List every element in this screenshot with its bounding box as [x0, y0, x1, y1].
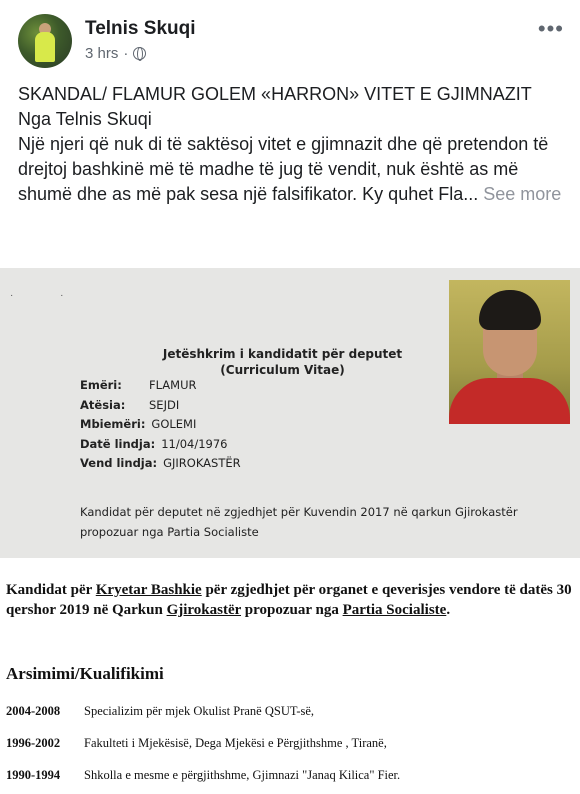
candidacy-intro — [6, 580, 576, 620]
cv-field-row — [80, 454, 241, 474]
education-text: Shkolla e mesme e përgjithshme, Gjimnazi "Janaq Kilica" Fier. — [84, 768, 401, 782]
intro-text: për zgjedhjet për organet e qeverisjes vendore të datës 30 qershor 2019 në Qarkun — [6, 582, 572, 618]
intro-text: . — [446, 602, 451, 618]
globe-icon — [133, 47, 146, 60]
cv-field-value: GJIROKASTËR — [163, 456, 241, 470]
cv-field-label: Vend lindja: — [80, 456, 158, 470]
post-headline: SKANDAL/ FLAMUR GOLEM «HARRON» VITET E GJIMNAZIT — [18, 84, 532, 104]
cv-fields — [80, 376, 241, 474]
intro-underline: Partia Socialiste — [342, 602, 447, 618]
education-text: Specializim për mjek Okulist Pranë QSUT-së, — [84, 704, 315, 718]
intro-text: Kandidat për — [6, 582, 96, 598]
post-meta — [85, 45, 146, 62]
cv-title — [0, 346, 450, 378]
candidacy-document — [0, 558, 580, 794]
author-name[interactable]: Telnis Skuqi — [85, 18, 196, 39]
cv-field-label: Datë lindja: — [80, 436, 156, 451]
education-years: 1996-2002 — [6, 736, 61, 750]
cv-description: Kandidat për deputet në zgjedhjet për Kuvendin 2017 në qarkun Gjirokastër propozuar nga Partia Socialiste — [80, 505, 518, 539]
education-row — [6, 736, 387, 751]
post-header — [0, 0, 580, 76]
intro-underline: Gjirokastër — [166, 602, 242, 618]
education-years: 2004-2008 — [6, 704, 61, 718]
cv-field-row — [80, 396, 241, 416]
meta-separator: · — [123, 45, 129, 62]
author-avatar[interactable] — [18, 14, 72, 68]
cv-field-label: Emëri: — [80, 378, 122, 392]
cv-field-row — [80, 415, 241, 435]
see-more-link[interactable]: See more — [483, 184, 562, 204]
cv-field-label: Atësia: — [80, 397, 126, 412]
cv-field-row — [80, 435, 241, 455]
intro-underline: Kryetar Bashkie — [95, 582, 202, 598]
post-text — [18, 82, 566, 207]
education-row — [6, 768, 400, 783]
intro-text: propozuar nga — [241, 602, 343, 618]
cv-field-row — [80, 376, 241, 396]
education-heading: Arsimimi/Kualifikimi — [6, 664, 164, 683]
education-text: Fakulteti i Mjekësisë, Dega Mjekësi e Përgjithshme , Tiranë, — [84, 736, 387, 750]
cv-field-value: SEJDI — [149, 397, 180, 412]
post-body — [18, 132, 566, 207]
cv-field-label: Mbiemëri: — [80, 417, 146, 431]
cv-title-line2: (Curriculum Vitae) — [220, 363, 345, 377]
scan-dots: · · — [10, 290, 86, 301]
education-row — [6, 704, 314, 719]
post-body-text: Një njeri që nuk di të saktësoj vitet e gjimnazit dhe që pretendon të drejtoj bashkinë më të madhe të jug të vendit, nuk është as më shumë dhe as më pak sesa një falsifikator. Ky quhet Fla... — [18, 134, 549, 204]
post-byline: Nga Telnis Skuqi — [18, 109, 152, 129]
cv-title-line1: Jetëshkrim i kandidatit për deputet — [162, 347, 403, 361]
cv-field-value: FLAMUR — [149, 378, 197, 392]
education-years: 1990-1994 — [6, 768, 61, 782]
cv-document — [0, 268, 580, 558]
post-time[interactable]: 3 hrs — [85, 45, 119, 62]
post-image[interactable] — [0, 268, 580, 794]
cv-field-value: GOLEMI — [151, 417, 197, 431]
cv-field-value: 11/04/1976 — [161, 436, 228, 451]
more-icon[interactable]: ••• — [537, 16, 564, 41]
candidate-photo — [449, 280, 570, 424]
